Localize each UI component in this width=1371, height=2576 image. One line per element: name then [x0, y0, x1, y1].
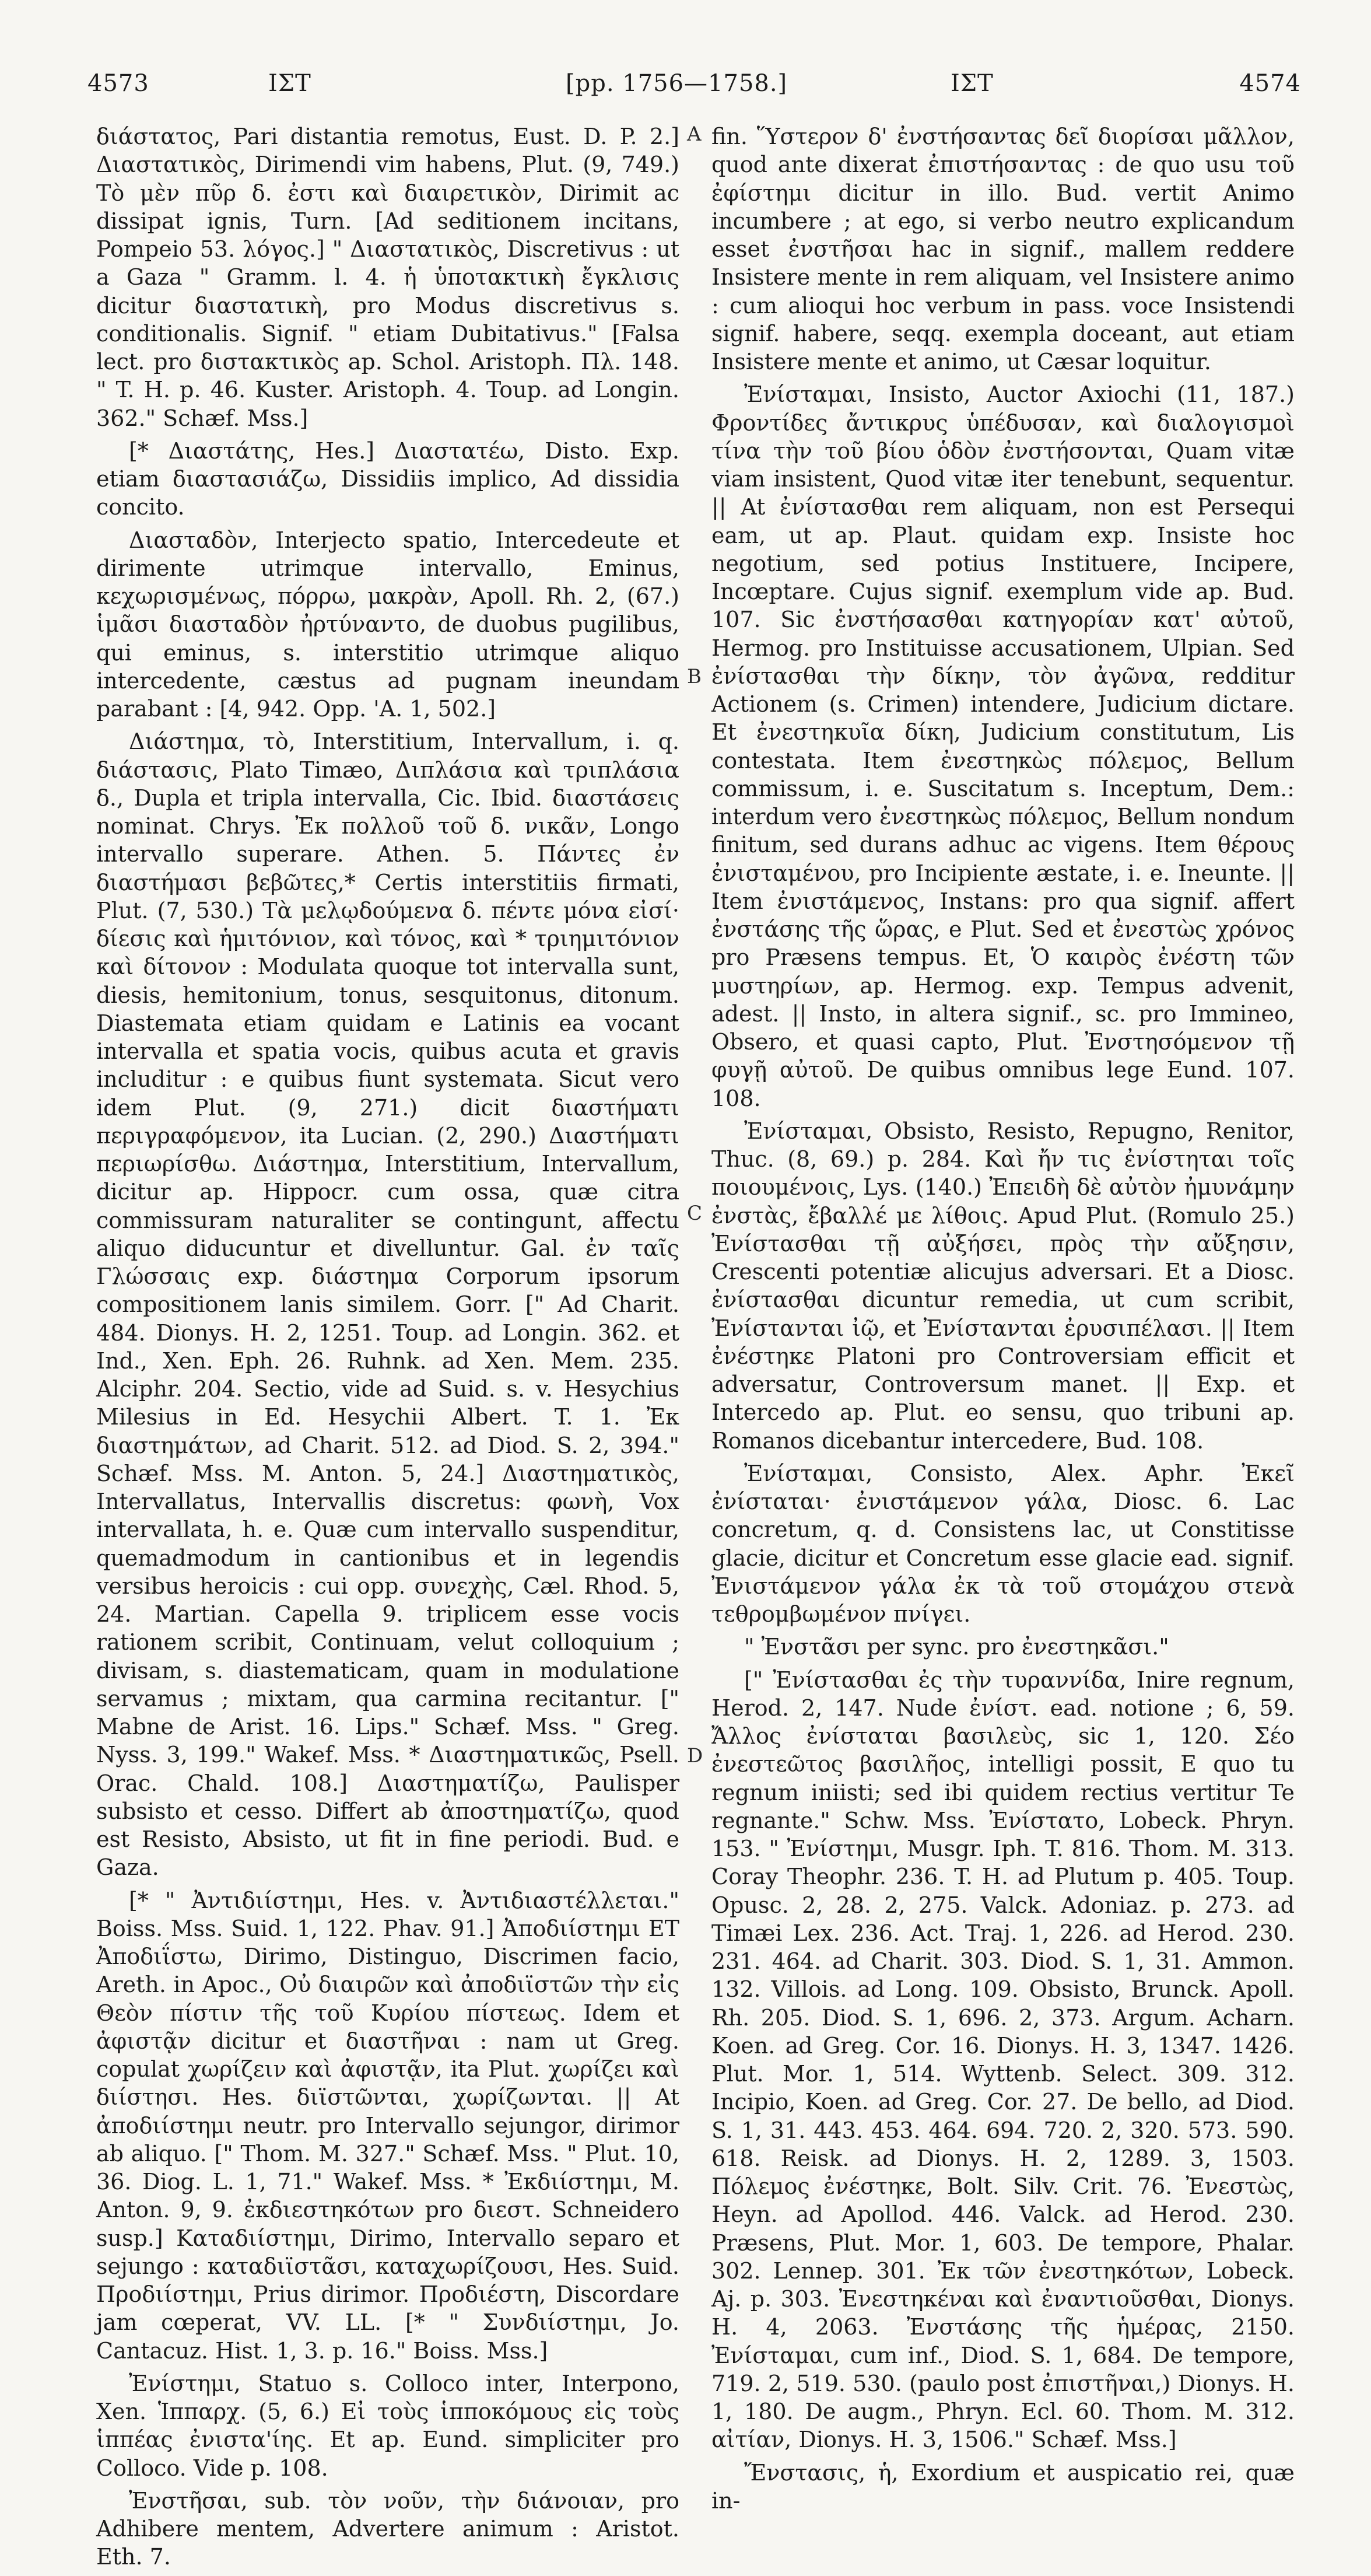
entry-paragraph: Ἐνίσταμαι, Insisto, Auctor Axiochi (11, 187.) Φροντίδες ἄντικρυς ὑπέδυσαν, καὶ διαλογισμοὶ τίνα τὴν τοῦ βίου ὁδὸν ἐνστήσονται, Quam vitæ viam insistent, Quod vitæ iter tenebunt, sequentur. || At ἐνίστασθαι rem aliquam, non est Persequi eam, ut ap. Plaut. quidam exp. Insiste hoc negotium, sed potius Instituere, Incipere, Incœptare. Cujus signif. exemplum vide ap. Bud. 107. Sic ἐνστήσασθαι κατηγορίαν κατ' αὐτοῦ, Hermog. pro Instituisse accusationem, Ulpian. Sed ἐνίστασθαι τὴν δίκην, τὸν ἀγῶνα, redditur Actionem (s. Crimen) intendere, Judicium dictare. Et ἐνεστηκυῖα δίκη, Judicium constitutum, Lis contestata. Item ἐνεστηκὼς πόλεμος, Bellum commissum, i. e. Suscitatum s. Inceptum, Dem.: interdum vero ἐνεστηκὼς πόλεμος, Bellum nondum finitum, sed durans adhuc ac vigens. Item θέρους ἐνισταμένου, pro Incipiente æstate, i. e. Ineunte. || Item ἐνιστάμενος, Instans: pro qua signif. affert ἐνστάσης τῆς ὥρας, e Plut. Sed et ἐνεστὼς χρόνος pro Præsens tempus. Et, Ὁ καιρὸς ἐνέστη τῶν μυστηρίων, ap. Hermog. exp. Tempus advenit, adest. || Insto, in altera signif., sc. pro Immineo, Obsero, et quasi capto, Plut. Ἐνστησόμενον τῇ φυγῇ αὐτοῦ. De quibus omnibus lege Eund. 107. 108. [711, 382, 1295, 1111]
right-column-number: 4574 [1239, 70, 1301, 97]
entry-paragraph: Ἐνίσταμαι, Obsisto, Resisto, Repugno, Renitor, Thuc. (8, 69.) p. 284. Καὶ ἤν τις ἐνίστηται τοῖς ποιουμένοις, Lys. (140.) Ἐπειδὴ δὲ αὐτὸν ἠμυνάμην ἐνστὰς, ἔβαλλέ με λίθοις. Apud Plut. (Romulo 25.) Ἐνίστασθαι τῇ αὐξήσει, πρὸς τὴν αὔξησιν, Crescenti potentiæ alicujus adversari. Et a Diosc. ἐνίστασθαι dicuntur remedia, ut cum scribit, Ἐνίστανται ἰῷ, et Ἐνίστανται ἐρυσιπέλασι. || Item ἐνέστηκε Platoni pro Controversiam efficit et adversatur, Controversum manet. || Exp. et Intercedo ap. Plut. eo sensu, quo tribuni ap. Romanos dicebantur intercedere, Bud. 108. [711, 1118, 1295, 1454]
entry-paragraph: Ἐνστῆσαι, sub. τὸν νοῦν, τὴν διάνοιαν, pro Adhibere mentem, Advertere animum : Aristot. Eth. 7. [96, 2487, 679, 2570]
entry-paragraph: Ἔνστασις, ἡ, Exordium et auspicatio rei, quæ in- [711, 2459, 1295, 2514]
entry-paragraph: " Ἐνστᾶσι per sync. pro ἐνεστηκᾶσι." [744, 1634, 1169, 1660]
entry-paragraph: Ἐνίστημι, Statuo s. Colloco inter, Interpono, Xen. Ἱππαρχ. (5, 6.) Εἰ τοὺς ἱπποκόμους εἰς τοὺς ἱππέας ἐνιστα'ίης. Et ap. Eund. simpliciter pro Colloco. Vide p. 108. [96, 2370, 679, 2481]
entry-paragraph: διάστατος, Pari distantia remotus, Eust. D. P. 2.] Διαστατικὸς, Dirimendi vim habens, Plut. (9, 749.) Τὸ μὲν πῦρ δ. ἐστι καὶ διαιρετικὸν, Dirimit ac dissipat ignis, Turn. [Ad seditionem incitans, Pompeio 53. λόγος.] " Διαστατικὸς, Discretivus : ut a Gaza " Gramm. l. 4. ἡ ὑποτακτικὴ ἔγκλισις dicitur διαστατικὴ, pro Modus discretivus s. conditionalis. Signif. " etiam Dubitativus." [Falsa lect. pro διστακτικὸς ap. Schol. Aristoph. Πλ. 148. " T. H. p. 46. Kuster. Aristoph. 4. Toup. ad Longin. 362." Schæf. Mss.] [96, 124, 679, 431]
entry-paragraph: Διασταδὸν, Interjecto spatio, Intercedeute et dirimente utrimque intervallo, Eminus, κεχωρισμένως, πόρρω, μακρὰν, Apoll. Rh. 2, (67.) ἱμᾶσι διασταδὸν ἠρτύναντο, de duobus pugilibus, qui eminus, s. interstitio utrimque aliquo intercedente, cæstus ad pugnam ineundam parabant : [4, 942. Opp. 'A. 1, 502.] [96, 527, 679, 722]
left-column-number: 4573 [87, 70, 149, 97]
left-running-head: ΙΣΤ [268, 70, 311, 97]
section-marker-b: B [687, 665, 702, 688]
section-marker-c: C [687, 1202, 703, 1225]
right-column [711, 123, 1295, 2519]
entry-paragraph: [* Διαστάτης, Hes.] Διαστατέω, Disto. Exp. etiam διαστασιάζω, Dissidiis implico, Ad dissidia concito. [96, 438, 679, 520]
section-marker-d: D [687, 1744, 703, 1768]
entry-paragraph: [* " Ἀντιδιίστημι, Hes. v. Ἀντιδιαστέλλεται." Boiss. Mss. Suid. 1, 122. Phav. 91.] Ἀποδιίστημι ΕΤ Ἀποδιΐστω, Dirimo, Distinguo, Discrimen facio, Areth. in Apoc., Οὐ διαιρῶν καὶ ἀποδιϊστῶν τὴν εἰς Θεὸν πίστιν τῆς τοῦ Κυρίου πίστεως. Idem et ἀφιστᾷν dicitur et διαστῆναι : nam ut Greg. copulat χωρίζειν καὶ ἀφιστᾷν, ita Plut. χωρίζει καὶ διίστησι. Hes. διϊστῶνται, χωρίζωνται. || At ἀποδιίστημι neutr. pro Intervallo sejungor, dirimor ab aliquo. [" Thom. M. 327." Schæf. Mss. " Plut. 10, 36. Diog. L. 1, 71." Wakef. Mss. * Ἐκδιίστημι, M. Anton. 9, 9. ἐκδιεστηκότων pro διεστ. Schneidero susp.] Καταδιίστημι, Dirimo, Intervallo separo et sejungo : καταδιϊστᾶσι, καταχωρίζουσι, Hes. Suid. Προδιίστημι, Prius dirimor. Προδιέστη, Discordare jam cœperat, VV. LL. [* " Συνδιίστημι, Jo. Cantacuz. Hist. 1, 3. p. 16." Boiss. Mss.] [96, 1887, 679, 2364]
page-header [87, 70, 1301, 117]
entry-paragraph: Διάστημα, τὸ, Interstitium, Intervallum, i. q. διάστασις, Plato Timæo, Διπλάσια καὶ τριπλάσια δ., Dupla et tripla intervalla, Cic. Ibid. διαστάσεις nominat. Chrys. Ἐκ πολλοῦ τοῦ δ. νικᾶν, Longo intervallo superare. Athen. 5. Πάντες ἐν διαστήμασι βεβῶτες,* Certis interstitiis firmati, Plut. (7, 530.) Τὰ μελῳδούμενα δ. πέντε μόνα εἰσί· δίεσις καὶ ἡμιτόνιον, καὶ τόνος, καὶ * τριημιτόνιον καὶ δίτονον : Modulata quoque tot intervalla sunt, diesis, hemitonium, tonus, sesquitonus, ditonum. Diastemata etiam quidam e Latinis ea vocant intervalla et spatia vocis, quibus acuta et gravis includitur : e quibus fiunt systemata. Sicut vero idem Plut. (9, 271.) dicit διαστήματι περιγραφόμενον, ita Lucian. (2, 290.) Διαστήματι περιωρίσθω. Διάστημα, Interstitium, Intervallum, dicitur ap. Hippocr. cum ossa, quæ citra commissuram naturaliter se contingunt, affectu aliquo diducuntur et divelluntur. Gal. ἐν ταῖς Γλώσσαις exp. διάστημα Corporum ipsorum compositionem lanis similem. Gorr. [" Ad Charit. 484. Dionys. H. 2, 1251. Toup. ad Longin. 362. et Ind., Xen. Eph. 26. Ruhnk. ad Xen. Mem. 235. Alciphr. 204. Sectio, vide ad Suid. s. v. Hesychius Milesius in Ed. Hesychii Albert. T. 1. Ἐκ διαστημάτων, ad Charit. 512. ad Diod. S. 2, 394." Schæf. Mss. M. Anton. 5, 24.] Διαστηματικὸς, Intervallatus, Intervallis discretus: φωνὴ, Vox intervallata, h. e. Quæ cum intervallo suspenditur, quemadmodum in cantionibus et in legendis versibus heroicis : cui opp. συνεχὴς, Cæl. Rhod. 5, 24. Martian. Capella 9. triplicem esse vocis rationem scribit, Continuam, velut colloquium ; divisam, s. diastematicam, quam in modulatione servamus ; mixtam, qua carmina recitantur. [" Mabne de Arist. 16. Lips." Schæf. Mss. " Greg. Nyss. 3, 199." Wakef. Mss. * Διαστηματικῶς, Psell. Orac. Chald. 108.] Διαστηματίζω, Paulisper subsisto et cesso. Differt ab ἀποστηματίζω, quod est Resisto, Absisto, ut fit in fine periodi. Bud. e Gaza. [96, 729, 679, 1881]
entry-paragraph: [" Ἐνίστασθαι ἐς τὴν τυραννίδα, Inire regnum, Herod. 2, 147. Nude ἐνίστ. ead. notione ; 6, 59. Ἄλλος ἐνίσταται βασιλεὺς, sic 1, 120. Σέο ἐνεστεῶτος βασιλῆος, intelligi possit, E quo tu regnum iniisti; sed ibi quidem rectius vertitur Te regnante." Schw. Mss. Ἐνίστατο, Lobeck. Phryn. 153. " Ἐνίστημι, Musgr. Iph. T. 816. Thom. M. 313. Coray Theophr. 236. T. H. ad Plutum p. 405. Toup. Opusc. 2, 28. 2, 275. Valck. Adoniaz. p. 273. ad Timæi Lex. 236. Act. Traj. 1, 226. ad Herod. 230. 231. 464. ad Charit. 303. Diod. S. 1, 31. Ammon. 132. Villois. ad Long. 109. Obsisto, Brunck. Apoll. Rh. 205. Diod. S. 1, 696. 2, 373. Argum. Acharn. Koen. ad Greg. Cor. 16. Dionys. H. 3, 1347. 1426. Plut. Mor. 1, 514. Wyttenb. Select. 309. 312. Incipio, Koen. ad Greg. Cor. 27. De bello, ad Diod. S. 1, 31. 443. 453. 464. 694. 720. 2, 320. 573. 590. 618. Reisk. ad Dionys. H. 2, 1289. 3, 1503. Πόλεμος ἐνέστηκε, Bolt. Silv. Crit. 76. Ἐνεστὼς, Heyn. ad Apollod. 446. Valck. ad Herod. 230. Præsens, Plut. Mor. 1, 603. De tempore, Phalar. 302. Lennep. 301. Ἐκ τῶν ἐνεστηκότων, Lobeck. Aj. p. 303. Ἐνεστηκέναι καὶ ἐναντιοῦσθαι, Dionys. H. 4, 2063. Ἐνστάσης τῆς ἡμέρας, 2150. Ἐνίσταμαι, cum inf., Diod. S. 1, 684. De tempore, 719. 2, 519. 530. (paulo post ἐπιστῆναι,) Dionys. H. 1, 180. De augm., Phryn. Ecl. 60. Thom. M. 312. αἰτίαν, Dionys. H. 3, 1506." Schæf. Mss.] [711, 1667, 1295, 2453]
right-running-head: ΙΣΤ [951, 70, 994, 97]
entry-paragraph: Ἐνίσταμαι, Consisto, Alex. Aphr. Ἐκεῖ ἐνίσταται· ἐνιστάμενον γάλα, Diosc. 6. Lac concretum, q. d. Consistens lac, ut Constitisse glacie, dicitur et Concretum esse glacie ead. signif. Ἐνιστάμενον γάλα ἐκ τὰ τοῦ στομάχου στενὰ τεθρομβωμένον πνίγει. [711, 1460, 1295, 1627]
page-reference: [pp. 1756—1758.] [566, 70, 788, 97]
left-column [96, 123, 679, 2576]
entry-paragraph: fin. Ὕστερον δ' ἐνστήσαντας δεῖ διορίσαι μᾶλλον, quod ante dixerat ἐπιστήσαντας : de quo usu τοῦ ἐφίστημι dicitur in illo. Bud. vertit Animo incumbere ; at ego, si verbo neutro explicandum esset ἐνστῆσαι hac in signif., mallem reddere Insistere mente in rem aliquam, vel Insistere animo : cum alioqui hoc verbum in pass. voce Insistendi signif. habere, seqq. exempla doceant, aut etiam Insistere mente et animo, ut Cæsar loquitur. [711, 124, 1295, 374]
section-marker-a: A [687, 123, 702, 146]
